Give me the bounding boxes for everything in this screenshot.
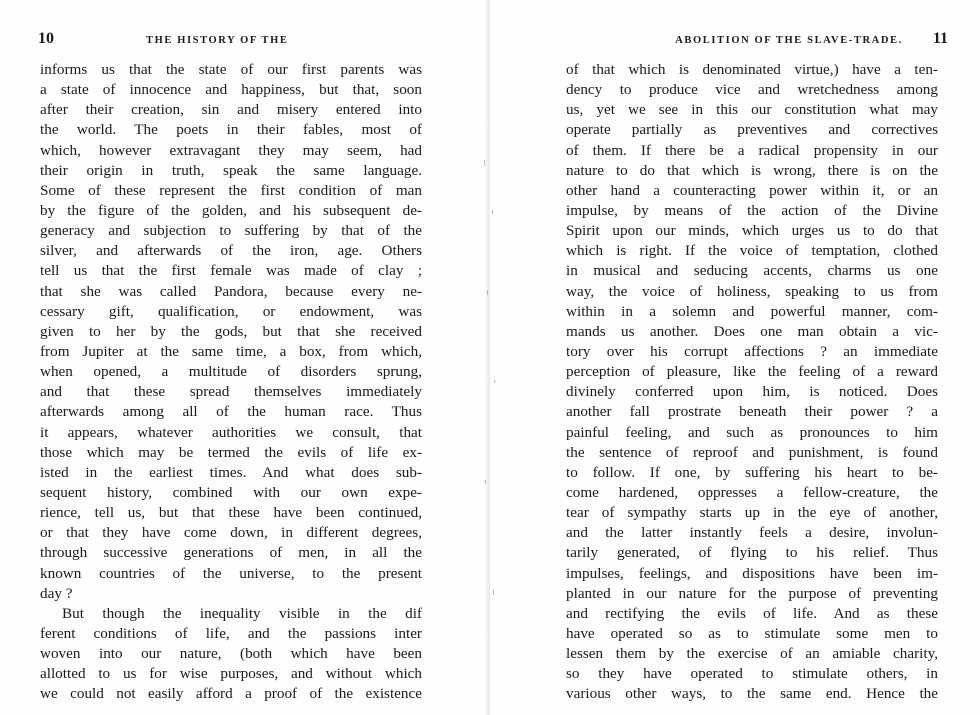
text-line: sequent history, combined with our own expe-	[40, 483, 422, 501]
right-running-title: ABOLITION OF THE SLAVE-TRADE.	[675, 35, 903, 46]
text-line: planted in our nature for the purpose of preventing	[566, 584, 938, 602]
text-line: tory over his corrupt affections ? an immediate	[566, 342, 938, 360]
text-line: us, yet we see in this our constitution what may	[566, 101, 938, 119]
text-line: woven into our nature, (both which have been	[40, 645, 422, 663]
text-line: given to her by the gods, but that she received	[40, 322, 422, 340]
text-line: in musical and seducing accents, charms us one	[566, 262, 938, 280]
text-line: and the latter instantly feels a desire, involun-	[566, 524, 938, 542]
text-line: after their creation, sin and misery entered into	[40, 101, 422, 119]
text-line: that she was called Pandora, because every ne-	[40, 282, 422, 300]
right-page-body	[566, 60, 938, 705]
left-page-header	[38, 30, 438, 52]
text-line: so they have operated to stimulate others, in	[566, 665, 938, 683]
text-line: allotted to us for wise purposes, and without which	[40, 665, 422, 683]
right-page-number: 11	[932, 30, 948, 47]
text-line: we could not easily afford a proof of the existence	[40, 685, 422, 703]
text-line: cessary gift, qualification, or endowment, was	[40, 302, 422, 320]
text-line: impulses, feelings, and dispositions have been im-	[566, 564, 938, 582]
text-line: and rectifying the evils of life. And as these	[566, 604, 938, 622]
text-line: those which may be termed the evils of life ex-	[40, 443, 422, 461]
text-line: their origin in truth, speak the same language.	[40, 161, 422, 179]
right-page-header	[628, 30, 948, 52]
text-line: impulse, by means of the action of the Divine	[566, 201, 938, 219]
text-line: have operated so as to stimulate some men to	[566, 624, 938, 642]
text-line: come hardened, oppresses a fellow-creature, the	[566, 483, 938, 501]
text-line: another fall prostrate beneath their power ? a	[566, 403, 938, 421]
scan-speck	[484, 160, 485, 166]
text-line: through successive generations of men, in all the	[40, 544, 422, 562]
text-line: ferent conditions of life, and the passions inter	[40, 624, 422, 642]
text-line: when opened, a multitude of disorders sprung,	[40, 363, 422, 381]
text-line: the world. The poets in their fables, most of	[40, 121, 422, 139]
text-line: Some of these represent the first condition of man	[40, 181, 422, 199]
text-line: and that these spread themselves immediately	[40, 383, 422, 401]
text-line: tarily generated, of flying to his relief. Thus	[566, 544, 938, 562]
text-line: generacy and subjection to suffering by that of the	[40, 222, 422, 240]
left-page-number: 10	[38, 30, 54, 47]
text-line: tear of sympathy starts up in the eye of another,	[566, 504, 938, 522]
text-line: Spirit upon our minds, which urges us to do that	[566, 222, 938, 240]
text-line: informs us that the state of our first parents was	[40, 61, 422, 78]
text-line: painful feeling, and such as pronounces to him	[566, 423, 938, 441]
text-line: it appears, whatever authorities we consult, that	[40, 423, 422, 441]
scan-speck	[493, 590, 494, 595]
text-line: mands us another. Does one man obtain a vic-	[566, 322, 938, 340]
text-line: day ?	[40, 584, 73, 602]
text-line: of them. If there be a radical propensity in our	[566, 141, 938, 159]
text-line: silver, and afterwards of the iron, age. Others	[40, 242, 422, 260]
text-line: which is right. If the voice of temptation, clothed	[566, 242, 938, 260]
text-line: divinely conferred upon him, is noticed. Does	[566, 383, 938, 401]
text-line: nature to do that which is wrong, there is on the	[566, 161, 938, 179]
text-line: way, the voice of holiness, speaking to us from	[566, 282, 938, 300]
scan-speck	[485, 480, 486, 484]
text-line: But though the inequality visible in the dif	[62, 604, 422, 622]
text-line: by the figure of the golden, and his subsequent de-	[40, 201, 422, 219]
left-running-title: THE HISTORY OF THE	[146, 35, 289, 46]
scan-speck	[492, 210, 493, 214]
text-line: dency to produce vice and wretchedness among	[566, 81, 938, 99]
left-page-body	[40, 60, 422, 705]
text-line: tell us that the first female was made of clay ;	[40, 262, 422, 280]
text-line: isted in the earliest times. And what does sub-	[40, 463, 422, 481]
text-line: afterwards among all of the human race. Thus	[40, 403, 422, 421]
scan-speck	[487, 290, 488, 295]
text-line: a state of innocence and happiness, but that, soon	[40, 81, 422, 99]
right-page	[490, 0, 980, 715]
text-line: to follow. If one, by suffering his heart to be-	[566, 463, 938, 481]
text-line: other hand a counteracting power within it, or an	[566, 181, 938, 199]
text-line: operate partially as preventives and correctives	[566, 121, 938, 139]
text-line: lessen them by the exercise of an amiable charity,	[566, 645, 938, 663]
text-line: various other ways, to the same end. Hence the	[566, 685, 938, 703]
text-line: or that they have come down, in different degrees,	[40, 524, 422, 542]
scan-speck	[494, 380, 495, 383]
text-line: perception of pleasure, like the feeling of a reward	[566, 363, 938, 381]
text-line: from Jupiter at the same time, a box, from which,	[40, 342, 422, 360]
text-line: rience, tell us, but that these have been continued,	[40, 504, 422, 522]
text-line: known countries of the universe, to the present	[40, 564, 422, 582]
text-line: of that which is denominated virtue,) have a ten-	[566, 61, 938, 78]
gutter-specks	[478, 150, 502, 630]
text-line: the sentence of reproof and punishment, is found	[566, 443, 938, 461]
text-line: within in a solemn and powerful manner, com-	[566, 302, 938, 320]
text-line: which, however extravagant they may seem, had	[40, 141, 422, 159]
